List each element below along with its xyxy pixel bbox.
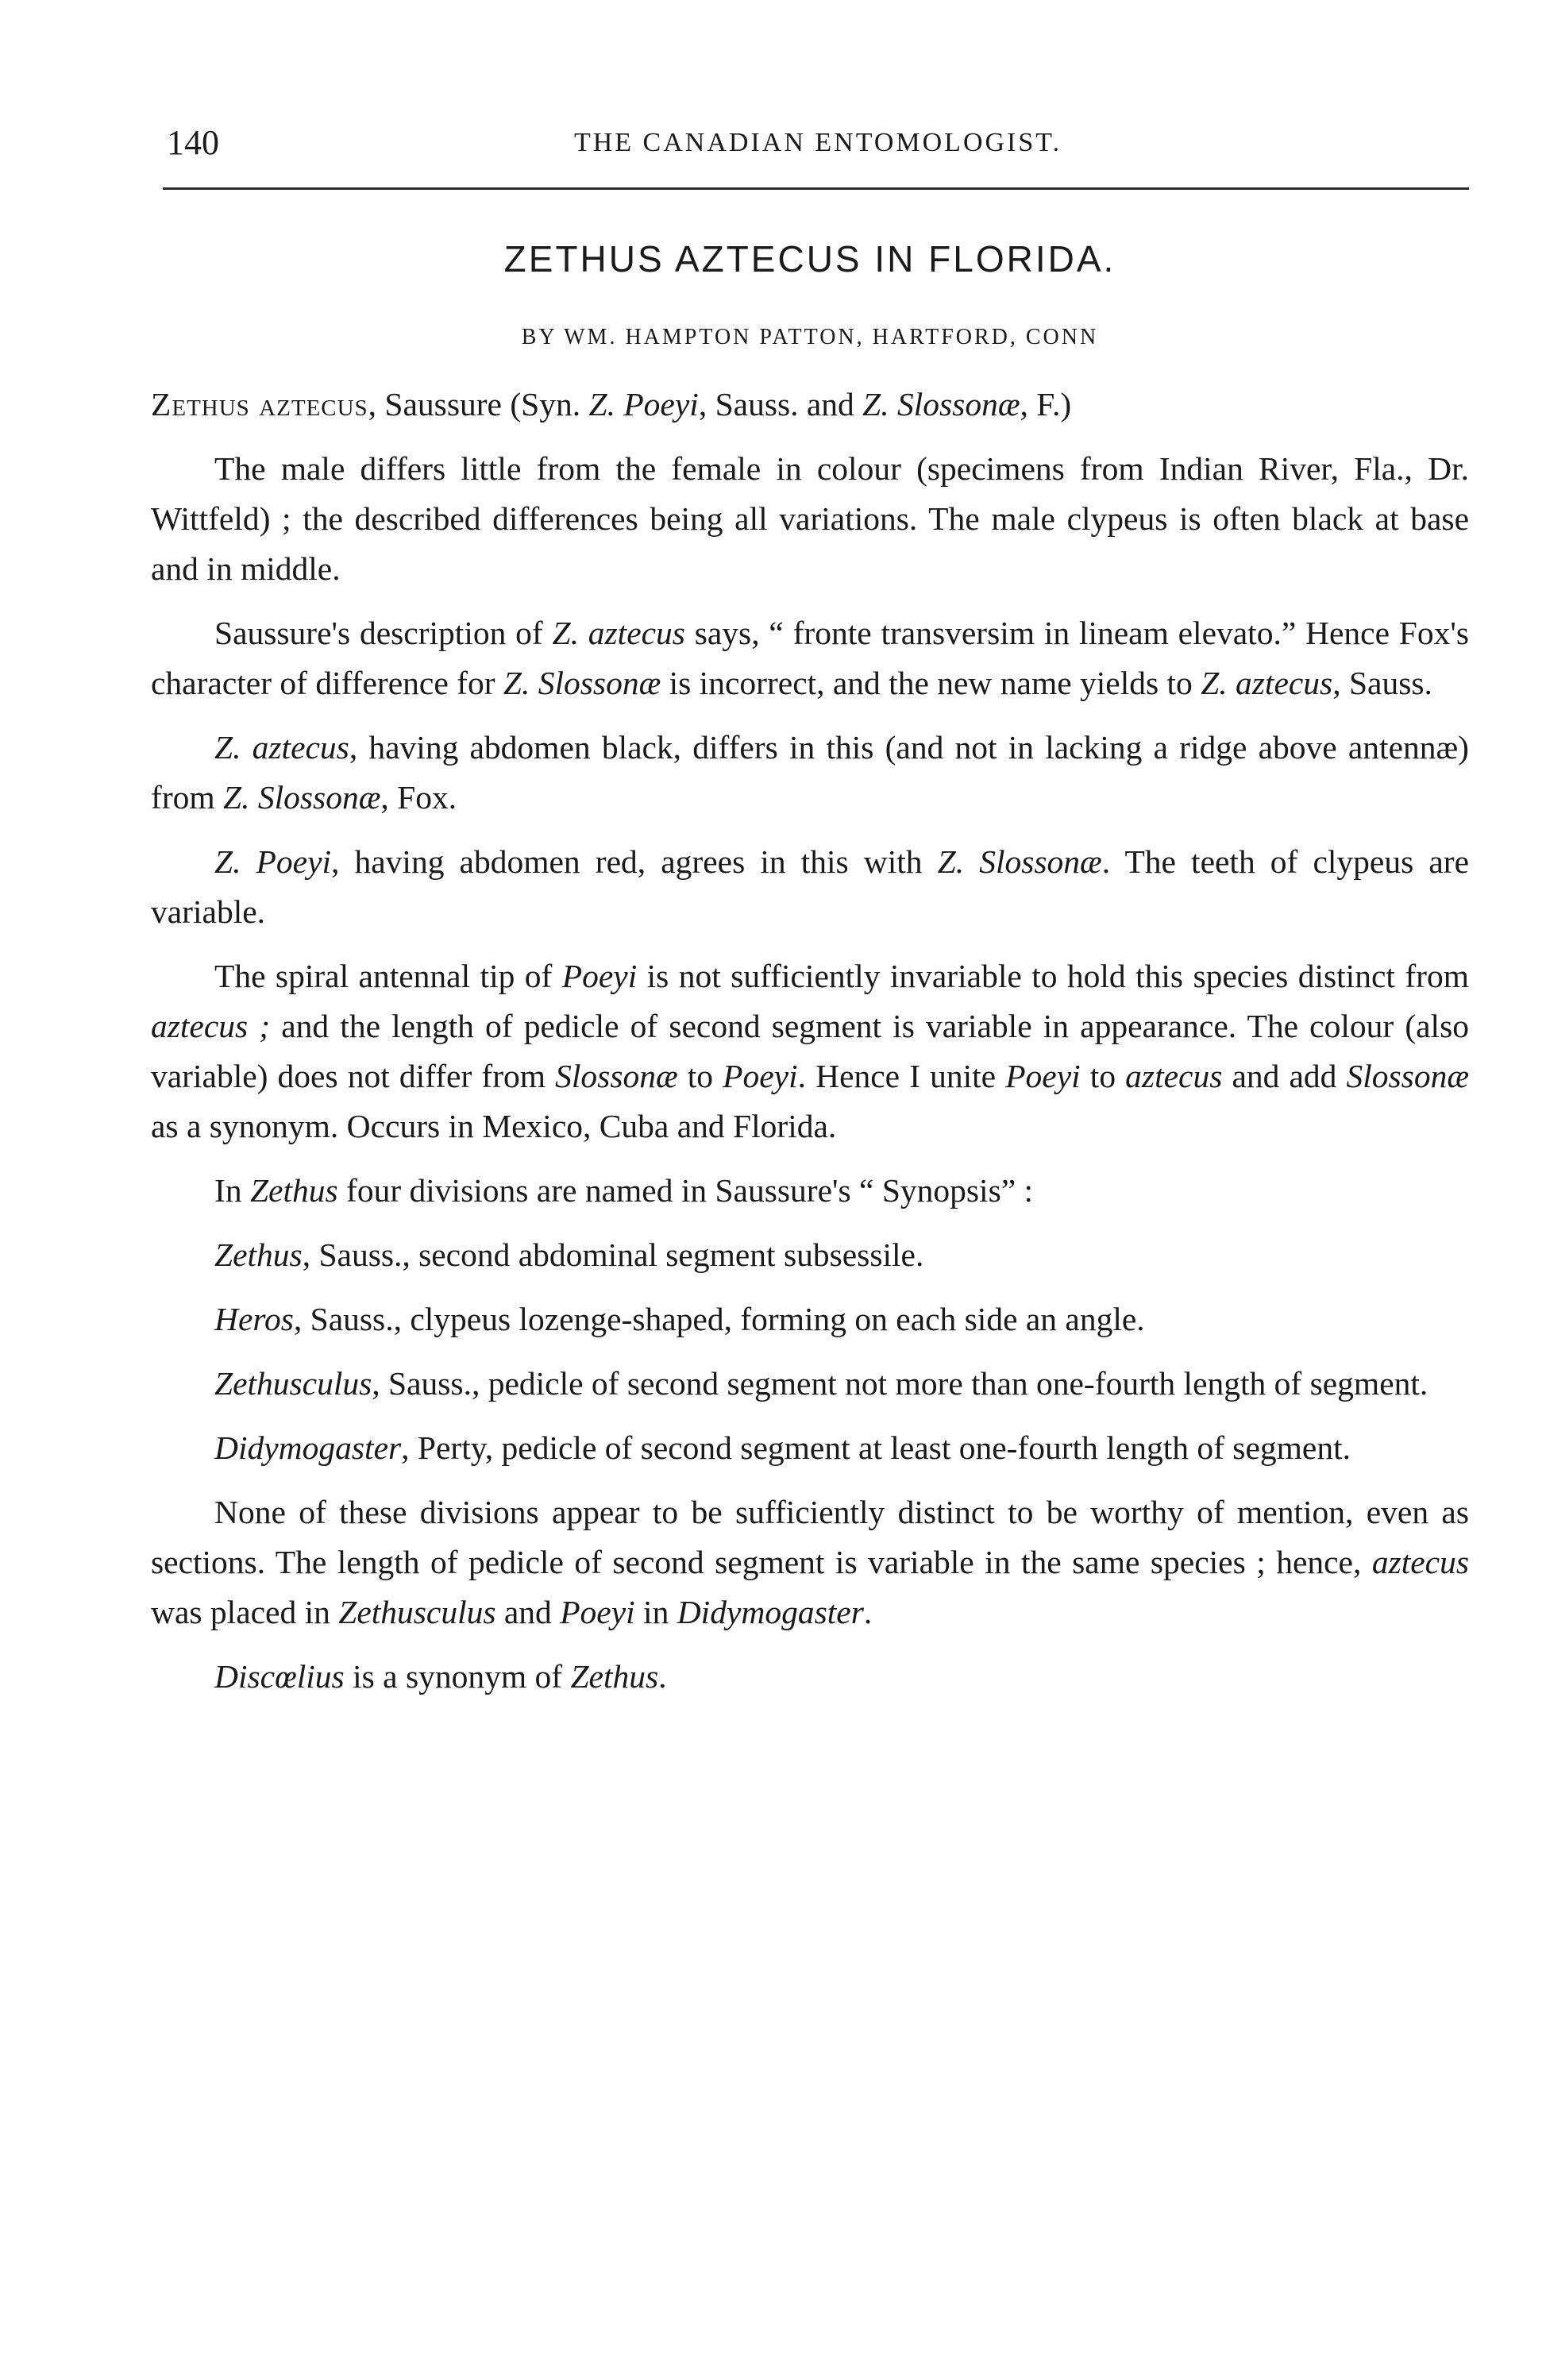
italic-taxon: Z. aztecus <box>552 615 685 651</box>
italic-taxon: Z. Slossonæ <box>937 843 1102 880</box>
article-body <box>151 380 1469 1702</box>
italic-taxon: Z. aztecus <box>214 729 349 766</box>
italic-taxon: Zethusculus <box>214 1365 372 1402</box>
italic-taxon: Didymogaster <box>677 1594 864 1630</box>
byline: BY WM. HAMPTON PATTON, HARTFORD, CONN <box>521 325 1099 349</box>
text-run: and add <box>1222 1058 1347 1094</box>
italic-taxon: Didymogaster <box>214 1429 402 1466</box>
italic-taxon: Z. Slossonæ <box>503 665 661 701</box>
text-run: , Fox. <box>380 779 457 816</box>
text-run: is incorrect, and the new name yields to <box>661 665 1201 701</box>
text-run: , Sauss. and <box>698 386 863 422</box>
text-run: to <box>1080 1058 1126 1094</box>
italic-taxon: Poeyi <box>1005 1058 1081 1094</box>
document-page <box>151 0 1469 2380</box>
italic-taxon: Poeyi <box>561 958 638 994</box>
paragraph-synonymy <box>151 380 1469 430</box>
paragraph-p-zethusculus <box>151 1359 1469 1409</box>
journal-title: THE CANADIAN ENTOMOLOGIST. <box>573 128 1062 157</box>
text-run: as a synonym. Occurs in Mexico, Cuba and Florida. <box>151 1108 837 1144</box>
text-run: . <box>658 1658 667 1695</box>
text-run: The male differs little from the female in colour (specimens from Indian River, Fla., Dr. Wittfeld) ; the described differences being all variations. The male clypeus is often black at base and in middle. <box>151 450 1469 587</box>
text-run: In <box>214 1172 250 1209</box>
small-caps-taxon: Zethus aztecus <box>151 386 368 422</box>
text-run: and the length of pedicle of second segment is variable in appearance. The colour (also variable) does not differ from <box>151 1008 1469 1094</box>
text-run: , Saussure (Syn. <box>368 386 589 422</box>
page-number: 140 <box>167 123 219 162</box>
paragraph-p-discoelius <box>151 1652 1469 1702</box>
paragraph-p-none <box>151 1487 1469 1637</box>
italic-taxon: Discœlius <box>214 1658 345 1695</box>
text-run: . Hence I unite <box>797 1058 1006 1094</box>
paragraph-p-saussure <box>151 608 1469 708</box>
italic-taxon: Slossonæ <box>555 1058 678 1094</box>
italic-taxon: Zethus <box>570 1658 659 1695</box>
paragraph-p-didymogaster <box>151 1423 1469 1473</box>
paragraph-p-zethus <box>151 1230 1469 1280</box>
italic-taxon: Z. Slossonæ <box>862 386 1020 422</box>
paragraph-p-poeyi <box>151 837 1469 937</box>
text-run: The spiral antennal tip of <box>214 958 562 994</box>
italic-taxon: aztecus ; <box>151 1008 271 1044</box>
italic-taxon: Heros <box>214 1301 294 1337</box>
running-head <box>151 119 1469 167</box>
italic-taxon: Zethus <box>249 1172 338 1209</box>
paragraph-p-divisions <box>151 1166 1469 1216</box>
italic-taxon: Poeyi <box>560 1594 635 1630</box>
text-run: None of these divisions appear to be sufficiently distinct to be worthy of mention, even as sections. The length of pedicle of second segment is variable in the same species ; hence, <box>151 1494 1469 1580</box>
text-run: to <box>677 1058 723 1094</box>
italic-taxon: aztecus <box>1125 1058 1223 1094</box>
text-run: says, “ fronte transversim in lineam elevato.” Hence Fox's character of difference for <box>151 615 1470 701</box>
text-run: Saussure's description of <box>214 615 553 651</box>
italic-taxon: Poeyi <box>723 1058 798 1094</box>
italic-taxon: Slossonæ <box>1346 1058 1470 1094</box>
text-run: is not sufficiently invariable to hold this species distinct from <box>637 958 1469 994</box>
text-run: four divisions are named in Saussure's “ Synopsis” : <box>337 1172 1034 1209</box>
italic-taxon: Z. Poeyi <box>588 386 699 422</box>
text-run: , Sauss., pedicle of second segment not more than one-fourth length of segment. <box>372 1365 1428 1402</box>
text-run: , F.) <box>1020 386 1072 422</box>
article-title: ZETHUS AZTECUS IN FLORIDA. <box>503 238 1116 280</box>
text-run: and <box>495 1594 561 1630</box>
paragraph-p-aztecus <box>151 723 1469 823</box>
italic-taxon: Z. Slossonæ <box>223 779 381 816</box>
italic-taxon: Z. aztecus <box>1201 665 1333 701</box>
italic-taxon: aztecus <box>1371 1544 1469 1580</box>
text-run: . The teeth of clypeus are variable. <box>151 843 1470 930</box>
italic-taxon: Zethus <box>214 1236 303 1273</box>
text-run: , Perty, pedicle of second segment at least one-fourth length of segment. <box>401 1429 1351 1466</box>
paragraph-p-spiral <box>151 951 1469 1151</box>
italic-taxon: Zethusculus <box>338 1594 496 1630</box>
text-run: is a synonym of <box>344 1658 571 1695</box>
text-run: , having abdomen red, agrees in this with <box>331 843 938 880</box>
text-run: , Sauss., second abdominal segment subsessile. <box>302 1236 924 1273</box>
text-run: was placed in <box>151 1594 339 1630</box>
text-run: in <box>634 1594 677 1630</box>
italic-taxon: Z. Poeyi <box>214 843 332 880</box>
paragraph-p-heros <box>151 1294 1469 1344</box>
text-run: . <box>863 1594 873 1630</box>
header-rule <box>163 187 1469 190</box>
text-run: , Sauss., clypeus lozenge-shaped, forming on each side an angle. <box>293 1301 1145 1337</box>
paragraph-p-male <box>151 444 1469 594</box>
text-run: , having abdomen black, differs in this (and not in lacking a ridge above antennæ) from <box>151 729 1469 816</box>
text-run: , Sauss. <box>1332 665 1432 701</box>
